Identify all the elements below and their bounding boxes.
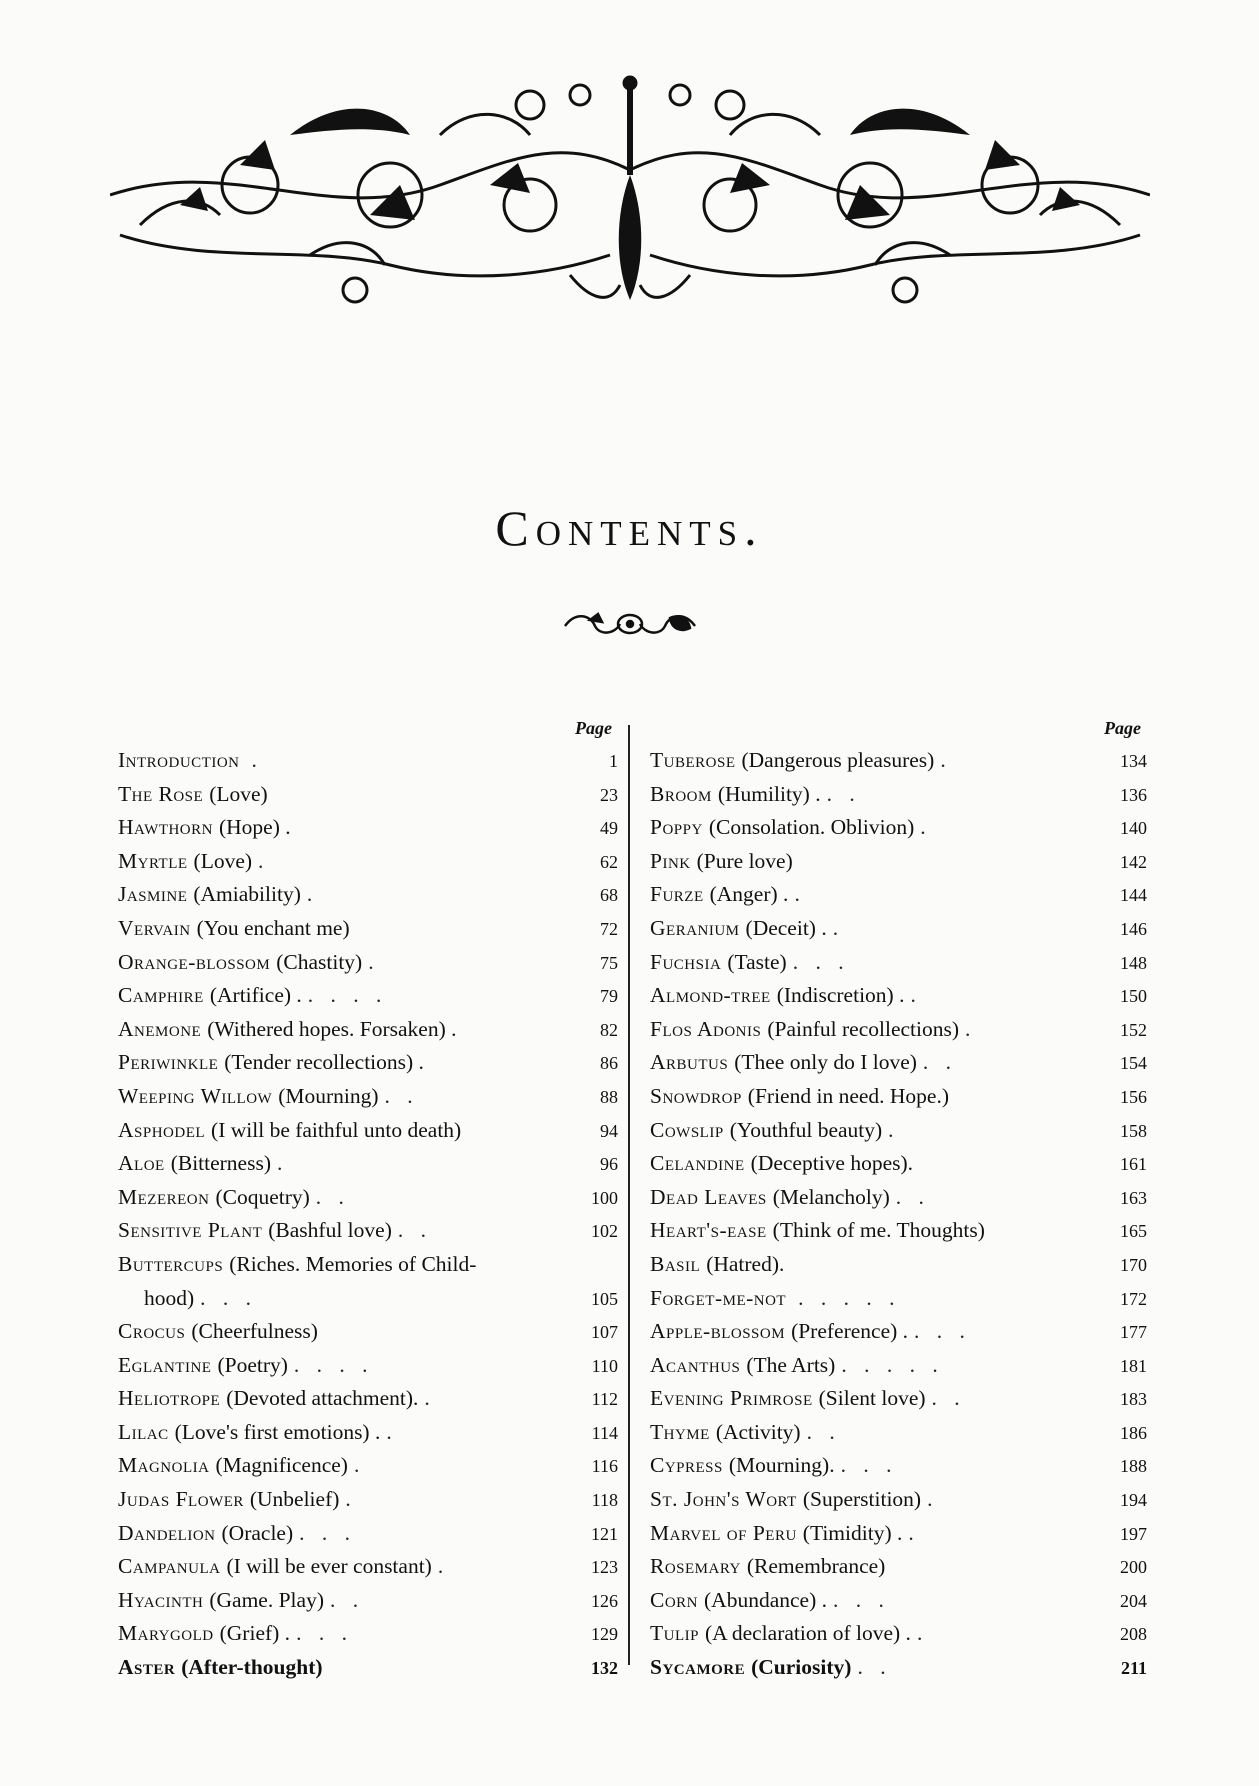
entry-name: Apple-blossom (650, 1319, 786, 1344)
entry-page-number: 183 (1120, 1389, 1147, 1410)
entry-leader-dots: . (916, 1621, 929, 1646)
entry-name: Dead Leaves (650, 1184, 767, 1209)
entry-page-number: 132 (591, 1658, 618, 1679)
entry-description: (Artifice) . (209, 983, 302, 1008)
contents-entry (650, 778, 1147, 812)
entry-name: Dandelion (118, 1520, 216, 1545)
contents-entry (118, 946, 618, 980)
entry-page-number: 112 (591, 1389, 618, 1410)
contents-entry (118, 1315, 618, 1349)
entry-leader-dots: . . . (792, 949, 850, 974)
entry-leader-dots: . (888, 1117, 900, 1142)
entry-description: (Taste) (727, 949, 787, 974)
entry-description: (Chastity) (276, 949, 363, 974)
entry-leader-dots: . . . . (293, 1352, 374, 1377)
entry-description: (Youthful beauty) (729, 1117, 883, 1142)
contents-entry (650, 1382, 1147, 1416)
entry-leader-dots: . (345, 1487, 357, 1512)
entry-leader-dots: . (940, 748, 952, 772)
entry-leader-dots: . . . . . (841, 1352, 944, 1377)
entry-name: Weeping Willow (118, 1083, 273, 1108)
entry-description: (Thee only do I love) (734, 1050, 917, 1075)
entry-page-number: 68 (600, 885, 618, 906)
page-title: Contents. (495, 499, 764, 556)
entry-description: (Humility) . (717, 781, 821, 806)
entry-name: St. John's Wort (650, 1487, 797, 1512)
entry-page-number: 150 (1120, 986, 1147, 1007)
entry-name: Acanthus (650, 1352, 741, 1377)
entry-leader-dots: . . (922, 1050, 958, 1075)
entry-page-number: 170 (1120, 1254, 1147, 1275)
contents-entry (650, 1584, 1147, 1618)
entry-leader-dots: . (368, 949, 380, 974)
entry-description: (Tender recollections) . (224, 1050, 424, 1075)
contents-entry (118, 1449, 618, 1483)
entry-page-number: 123 (591, 1557, 618, 1578)
entry-page-number: 188 (1120, 1456, 1147, 1477)
entry-name: The Rose (118, 781, 204, 806)
entry-page-number: 82 (600, 1019, 618, 1040)
entry-leader-dots: . . . (299, 1520, 356, 1545)
entry-leader-dots: . . . (914, 1319, 971, 1344)
contents-entry (118, 1416, 618, 1450)
entry-name: Jasmine (118, 882, 188, 907)
entry-leader-dots: . . (315, 1184, 350, 1209)
entry-page-number: 154 (1120, 1053, 1147, 1074)
contents-entry (118, 1147, 618, 1181)
entry-leader-dots: . . (931, 1386, 966, 1411)
entry-description: (Magnificence) (215, 1453, 348, 1478)
entry-description: (Grief) . (219, 1621, 291, 1646)
entry-description: (Superstition) (802, 1487, 922, 1512)
contents-entry (118, 811, 618, 845)
entry-description: (Remembrance) (746, 1554, 886, 1579)
contents-entry (650, 811, 1147, 845)
entry-page-number: 211 (1120, 1658, 1147, 1679)
entry-name: Tulip (650, 1621, 699, 1646)
entry-page-number: 158 (1120, 1120, 1147, 1141)
entry-page-number: 75 (600, 952, 618, 973)
entry-description: (Deceit) . (745, 915, 827, 940)
entry-page-number: 107 (591, 1322, 618, 1343)
entry-page-number: 129 (591, 1624, 618, 1645)
entry-name: Celandine (650, 1151, 745, 1176)
page-column-label: Page (1104, 718, 1141, 738)
entry-page-number: 105 (591, 1288, 618, 1309)
entry-name: Heliotrope (118, 1386, 221, 1411)
entry-leader-dots: . . . . . (798, 1285, 901, 1310)
entry-name: Camphire (118, 983, 204, 1008)
entry-name: Crocus (118, 1319, 186, 1344)
contents-entry (118, 1248, 618, 1282)
entry-name: Marvel of Peru (650, 1520, 797, 1545)
entry-page-number: 88 (600, 1086, 618, 1107)
contents-entry (650, 1248, 1147, 1282)
left-entries (118, 744, 618, 1685)
entry-leader-dots: . (437, 1554, 450, 1579)
contents-entry (650, 845, 1147, 879)
entry-leader-dots: . . . (840, 1453, 898, 1478)
entry-name: Aster (118, 1655, 176, 1680)
entry-page-number: 94 (600, 1120, 618, 1141)
entry-description: (Preference) . (791, 1319, 909, 1344)
contents-right-column (650, 718, 1147, 1685)
entry-description: (Mourning). (728, 1453, 835, 1478)
contents-entry (650, 1013, 1147, 1047)
contents-entry (118, 1080, 618, 1114)
entry-description: (Unbelief) (249, 1487, 340, 1512)
entry-name: Hyacinth (118, 1587, 204, 1612)
entry-name: Cypress (650, 1453, 723, 1478)
entry-description: (Love) (193, 848, 253, 873)
contents-entry (118, 1046, 618, 1080)
floral-headpiece-ornament (110, 75, 1150, 315)
entry-description: (A declaration of love) . (704, 1621, 911, 1646)
entry-name: Sycamore (650, 1655, 746, 1680)
contents-entry (118, 778, 618, 812)
entry-page-number: 200 (1120, 1557, 1147, 1578)
contents-entry (650, 1449, 1147, 1483)
entry-name: Arbutus (650, 1050, 729, 1075)
entry-page-number: 100 (591, 1187, 618, 1208)
entry-name: Sensitive Plant (118, 1218, 263, 1243)
entry-description: (Mourning) (278, 1083, 379, 1108)
entry-name: Fuchsia (650, 949, 722, 974)
entry-description: (Dangerous pleasures) (741, 748, 935, 772)
entry-name: Flos Adonis (650, 1016, 762, 1041)
entry-name: Hawthorn (118, 815, 213, 840)
entry-leader-dots: . . . . (307, 983, 388, 1008)
entry-leader-dots: . (910, 983, 922, 1008)
entry-description: (The Arts) (746, 1352, 836, 1377)
entry-name: Anemone (118, 1016, 202, 1041)
contents-entry (118, 1617, 618, 1651)
entry-leader-dots: . . (895, 1184, 930, 1209)
right-entries (650, 744, 1147, 1685)
entry-leader-dots: . . . (200, 1285, 258, 1310)
entry-name: Tuberose (650, 748, 736, 772)
entry-name: Judas Flower (118, 1487, 244, 1512)
entry-page-number: 140 (1120, 818, 1147, 839)
entry-description: (Hatred). (706, 1251, 785, 1276)
contents-entry (118, 979, 618, 1013)
entry-leader-dots: . . (826, 781, 861, 806)
entry-description: hood) (144, 1285, 195, 1310)
entry-name: Corn (650, 1587, 699, 1612)
entry-page-number: 79 (600, 986, 618, 1007)
entry-page-number: 23 (600, 784, 618, 805)
entry-leader-dots: . . (384, 1083, 419, 1108)
contents-entry (650, 912, 1147, 946)
entry-description: (Amiability) (193, 882, 301, 907)
entry-name: Campanula (118, 1554, 221, 1579)
contents-entry (650, 1349, 1147, 1383)
contents-entry (118, 1550, 618, 1584)
contents-entry (118, 744, 618, 778)
contents-entry (650, 1181, 1147, 1215)
entry-name: Magnolia (118, 1453, 210, 1478)
contents-entry (118, 1114, 618, 1148)
entry-page-number: 102 (591, 1221, 618, 1242)
entry-description: (After-thought) (181, 1655, 323, 1680)
contents-entry (650, 1651, 1147, 1685)
entry-name: Poppy (650, 815, 703, 840)
entry-name: Periwinkle (118, 1050, 219, 1075)
entry-description: (Curiosity) (751, 1655, 852, 1680)
entry-page-number: 116 (591, 1456, 618, 1477)
entry-page-number: 152 (1120, 1019, 1147, 1040)
entry-description: (Consolation. Oblivion) (708, 815, 915, 840)
entry-page-number: 136 (1120, 784, 1147, 805)
entry-page-number: 72 (600, 918, 618, 939)
entry-leader-dots: . . . (833, 1587, 890, 1612)
entry-description: (Pure love) (696, 848, 793, 873)
entry-name: Rosemary (650, 1554, 741, 1579)
entry-description: (Painful recollections) (767, 1016, 960, 1041)
contents-entry (118, 1214, 618, 1248)
entry-description: (Melancholy) (772, 1184, 890, 1209)
contents-entry (118, 1349, 618, 1383)
entry-leader-dots: . (920, 815, 932, 840)
page-column-label: Page (575, 718, 612, 738)
entry-page-number: 126 (591, 1590, 618, 1611)
contents-entry (118, 845, 618, 879)
entry-description: (Cheerfulness) (191, 1319, 318, 1344)
entry-description: (Poetry) (217, 1352, 288, 1377)
contents-entry (650, 1483, 1147, 1517)
contents-entry (650, 1617, 1147, 1651)
entry-description: (Anger) . (709, 882, 789, 907)
entry-page-number: 62 (600, 851, 618, 872)
entry-leader-dots: . . (806, 1419, 841, 1444)
entry-page-number: 118 (591, 1490, 618, 1511)
entry-name: Basil (650, 1251, 701, 1276)
entry-page-number: 161 (1120, 1154, 1147, 1175)
entry-name: Cowslip (650, 1117, 724, 1142)
entry-page-number: 134 (1120, 751, 1147, 771)
entry-page-number: 163 (1120, 1187, 1147, 1208)
contents-entry (118, 1013, 618, 1047)
entry-page-number: 49 (600, 818, 618, 839)
entry-name: Marygold (118, 1621, 214, 1646)
entry-description: (Love) (209, 781, 268, 806)
entry-description: (Hope) . (218, 815, 291, 840)
entry-leader-dots: . (353, 1453, 366, 1478)
entry-page-number: 142 (1120, 851, 1147, 872)
entry-description: (Think of me. Thoughts) (772, 1218, 985, 1243)
entry-name: Forget-me-not (650, 1285, 787, 1310)
entry-description: (Game. Play) (209, 1587, 324, 1612)
entry-name: Evening Primrose (650, 1386, 813, 1411)
entry-page-number: 110 (591, 1355, 618, 1376)
contents-entry (650, 1114, 1147, 1148)
entry-leader-dots: . (386, 1419, 398, 1444)
entry-description: (I will be faithful unto death) (211, 1117, 462, 1142)
entry-description: (Indiscretion) . (776, 983, 905, 1008)
entry-description: (Friend in need. Hope.) (747, 1083, 950, 1108)
entry-description: (Bashful love) (268, 1218, 392, 1243)
entry-page-number: 86 (600, 1053, 618, 1074)
entry-page-number: 181 (1120, 1355, 1147, 1376)
entry-leader-dots: . (258, 848, 270, 873)
entry-description: (Coquetry) (215, 1184, 310, 1209)
entry-name: Snowdrop (650, 1083, 742, 1108)
column-divider (628, 725, 630, 1665)
entry-description: (Abundance) . (704, 1587, 827, 1612)
entry-name: Geranium (650, 915, 740, 940)
entry-name: Heart's-ease (650, 1218, 767, 1243)
entry-page-number: 177 (1120, 1322, 1147, 1343)
entry-leader-dots: . (306, 882, 319, 907)
entry-page-number: 96 (600, 1154, 618, 1175)
contents-entry (650, 744, 1147, 778)
entry-name: Thyme (650, 1419, 710, 1444)
entry-leader-dots: . . (857, 1655, 892, 1680)
entry-page-number: 194 (1120, 1490, 1147, 1511)
contents-entry (118, 1517, 618, 1551)
entry-page-number: 1 (609, 751, 618, 771)
entry-page-number: 197 (1120, 1523, 1147, 1544)
entry-description: (Silent love) (818, 1386, 926, 1411)
contents-entry (118, 1651, 618, 1685)
entry-description: (Deceptive hopes). (750, 1151, 914, 1176)
contents-entry (650, 946, 1147, 980)
entry-page-number: 156 (1120, 1086, 1147, 1107)
entry-description: (I will be ever constant) (226, 1554, 432, 1579)
contents-entry (650, 1147, 1147, 1181)
contents-entry (650, 979, 1147, 1013)
contents-entry (650, 1416, 1147, 1450)
entry-name: Introduction (118, 748, 240, 772)
contents-left-column (118, 718, 618, 1685)
entry-name: Lilac (118, 1419, 169, 1444)
entry-page-number: 186 (1120, 1422, 1147, 1443)
contents-entry (650, 1282, 1147, 1316)
entry-leader-dots: . . (397, 1218, 432, 1243)
entry-description: (Devoted attachment). (226, 1386, 419, 1411)
contents-entry (650, 878, 1147, 912)
entry-name: Buttercups (118, 1251, 224, 1276)
entry-leader-dots: . (251, 748, 263, 772)
contents-entry (118, 912, 618, 946)
entry-description: (Bitterness) (170, 1151, 271, 1176)
contents-entry (118, 1282, 618, 1316)
entry-name: Orange-blossom (118, 949, 271, 974)
entry-page-number: 146 (1120, 918, 1147, 939)
title-flourish-ornament (560, 604, 700, 644)
entry-description: (Riches. Memories of Child- (229, 1251, 477, 1276)
entry-description: (Oracle) (221, 1520, 294, 1545)
entry-leader-dots: . (927, 1487, 939, 1512)
entry-name: Eglantine (118, 1352, 212, 1377)
entry-page-number: 144 (1120, 885, 1147, 906)
entry-description: (Withered hopes. Forsaken) . (207, 1016, 457, 1041)
contents-entry (650, 1550, 1147, 1584)
entry-page-number: 208 (1120, 1624, 1147, 1645)
entry-name: Aloe (118, 1151, 165, 1176)
entry-page-number: 121 (591, 1523, 618, 1544)
entry-leader-dots: . (424, 1386, 436, 1411)
entry-name: Myrtle (118, 848, 188, 873)
entry-leader-dots: . (965, 1016, 977, 1041)
contents-entry (118, 1584, 618, 1618)
entry-description: (Love's first emotions) . (174, 1419, 381, 1444)
entry-page-number: 204 (1120, 1590, 1147, 1611)
entry-description: (Activity) (715, 1419, 801, 1444)
contents-entry (650, 1080, 1147, 1114)
contents-entry (650, 1046, 1147, 1080)
entry-name: Pink (650, 848, 691, 873)
entry-leader-dots: . . (330, 1587, 365, 1612)
contents-entry (118, 1181, 618, 1215)
entry-name: Furze (650, 882, 704, 907)
entry-leader-dots: . (908, 1520, 920, 1545)
contents-entry (650, 1214, 1147, 1248)
entry-leader-dots: . (277, 1151, 289, 1176)
contents-entry (650, 1517, 1147, 1551)
entry-description: (You enchant me) (196, 915, 350, 940)
entry-name: Mezereon (118, 1184, 210, 1209)
entry-page-number: 114 (591, 1422, 618, 1443)
entry-name: Almond-tree (650, 983, 771, 1008)
contents-entry (118, 1483, 618, 1517)
entry-leader-dots: . (832, 915, 845, 940)
contents-entry (118, 878, 618, 912)
entry-leader-dots: . . . (296, 1621, 353, 1646)
entry-page-number: 172 (1120, 1288, 1147, 1309)
entry-page-number: 165 (1120, 1221, 1147, 1242)
contents-entry (118, 1382, 618, 1416)
contents-entry (650, 1315, 1147, 1349)
entry-name: Asphodel (118, 1117, 206, 1142)
entry-name: Vervain (118, 915, 191, 940)
entry-description: (Timidity) . (802, 1520, 903, 1545)
entry-name: Broom (650, 781, 712, 806)
entry-page-number: 148 (1120, 952, 1147, 973)
entry-leader-dots: . (794, 882, 806, 907)
